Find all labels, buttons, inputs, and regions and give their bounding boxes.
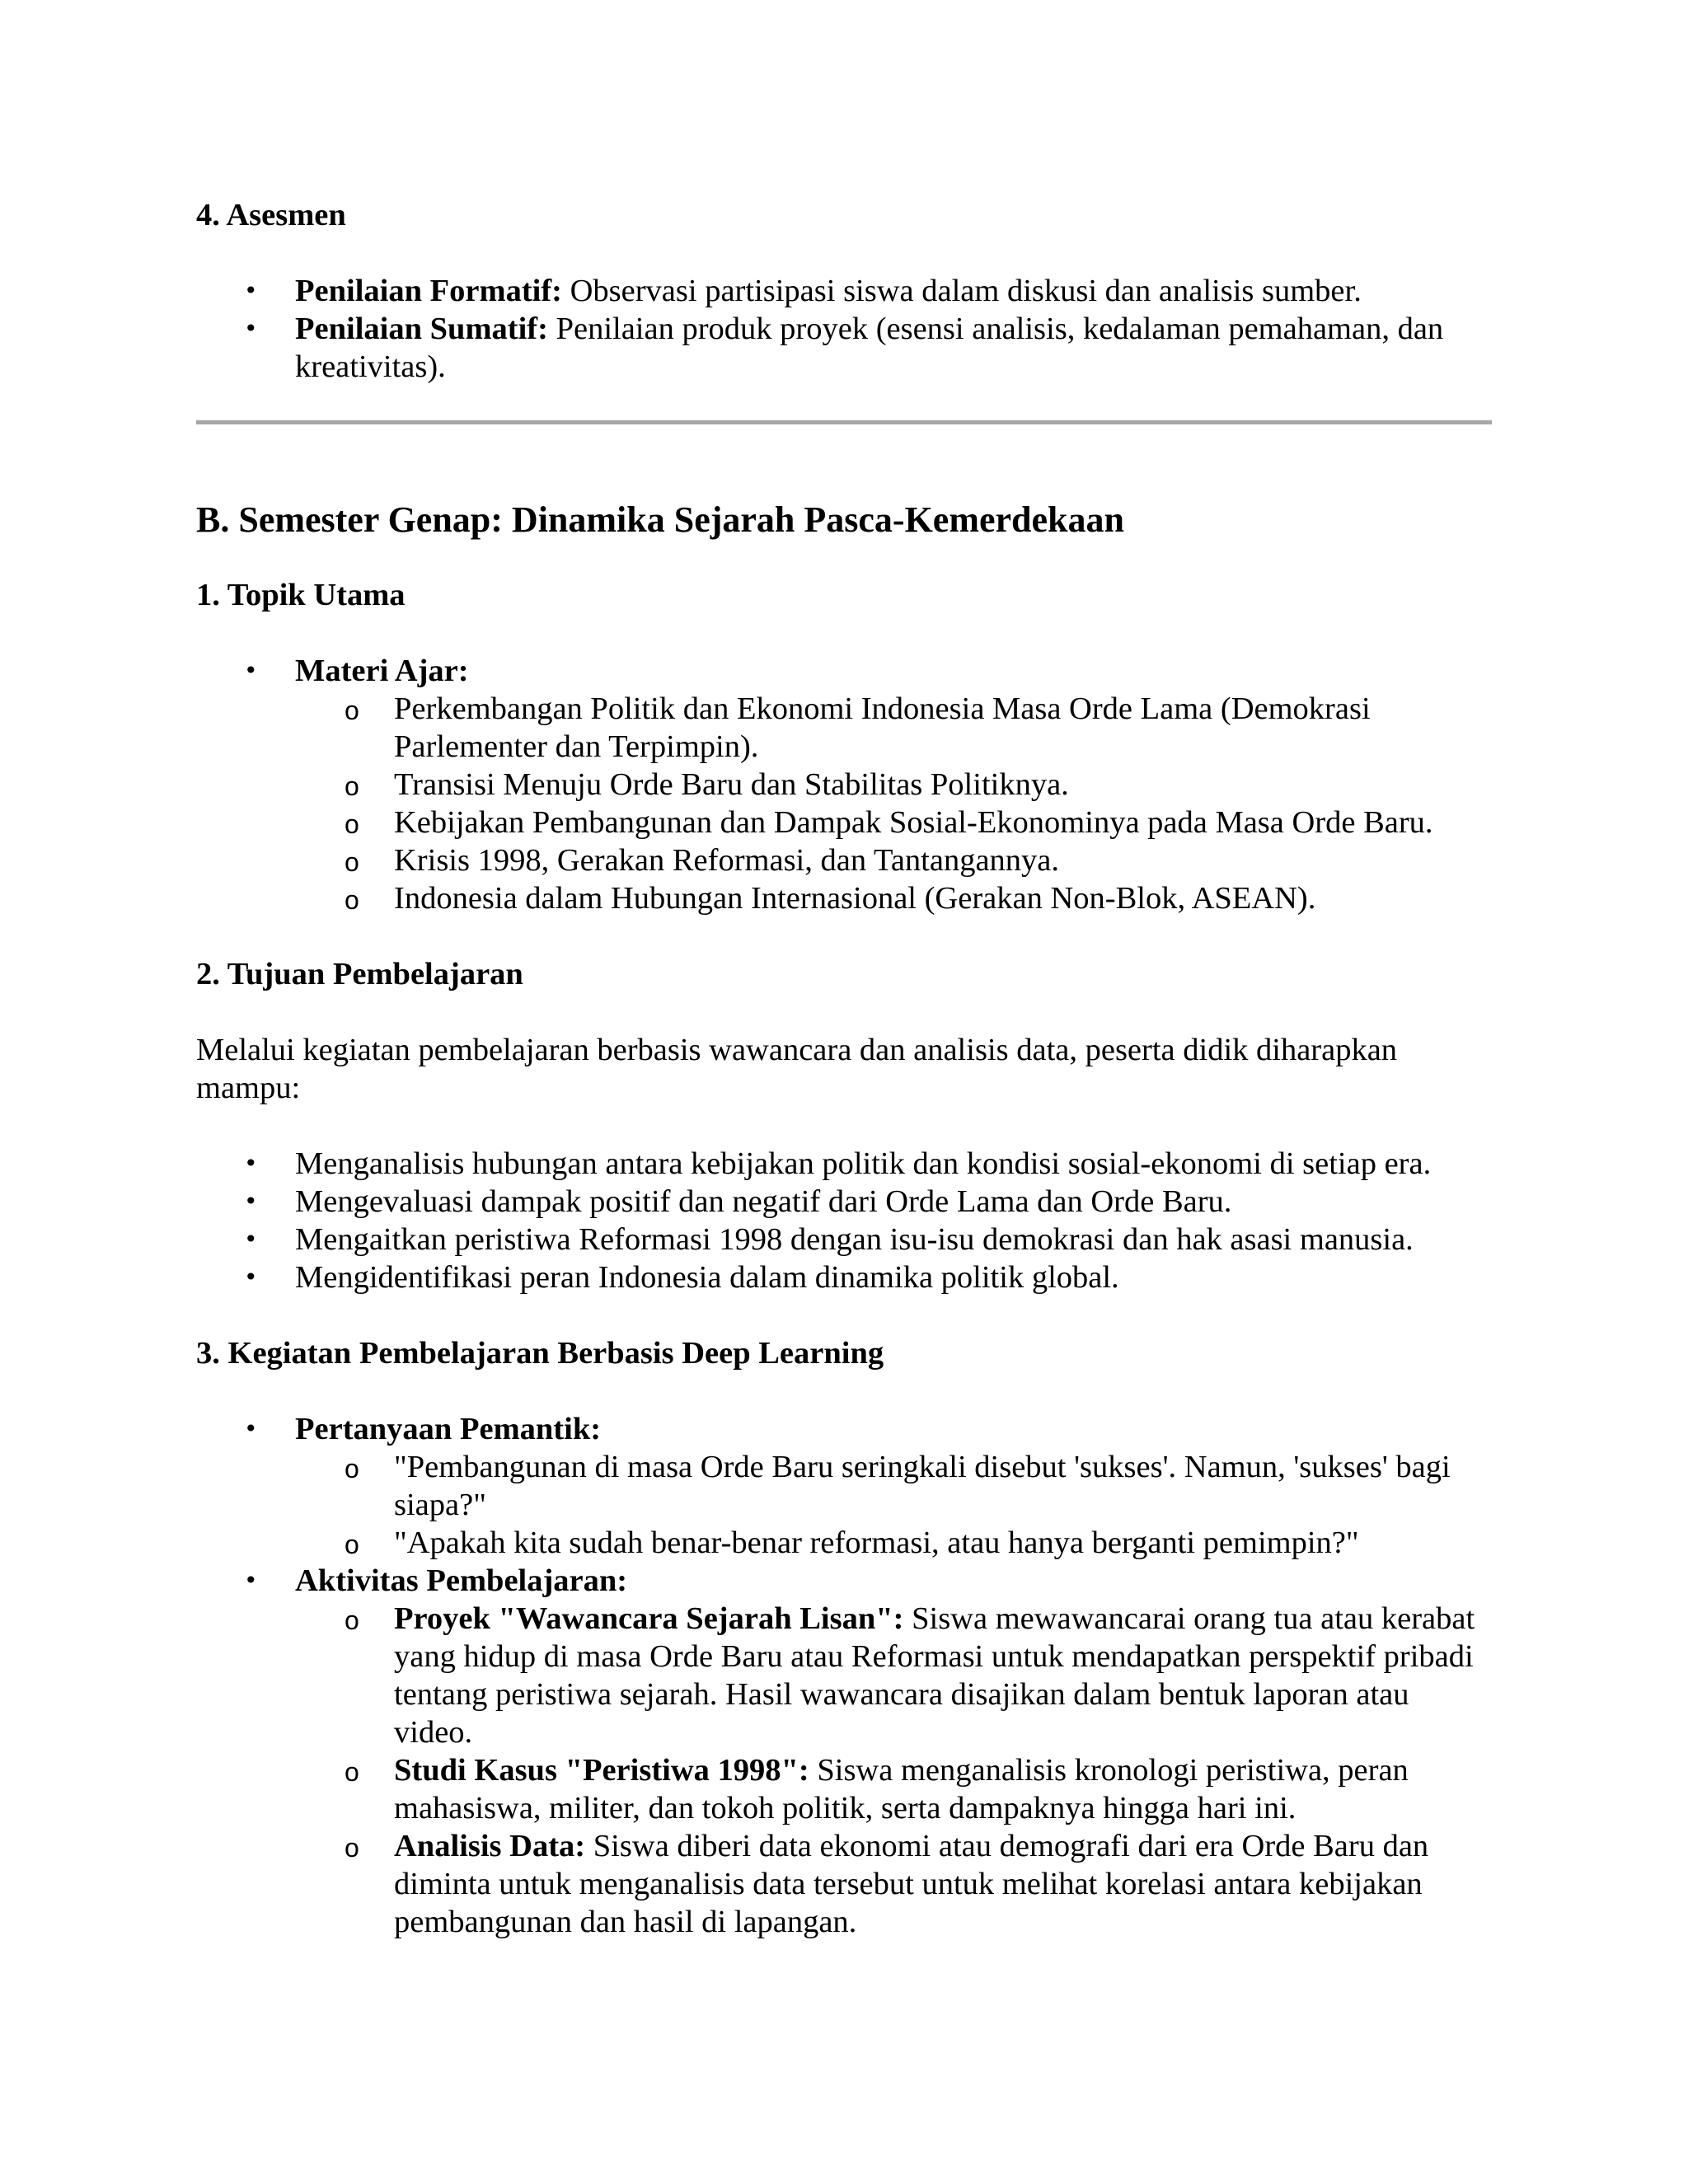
item-text: Observasi partisipasi siswa dalam diskusi dan analisis sumber.	[561, 274, 1362, 308]
list-item	[295, 1751, 1492, 1827]
bullet-icon: •	[244, 1226, 258, 1253]
tujuan-list	[196, 1145, 1492, 1296]
document-page	[196, 196, 1492, 1941]
bullet-icon: •	[244, 277, 258, 304]
sub-bullet-icon: o	[345, 1833, 359, 1863]
topik-list	[196, 652, 1492, 917]
list-item	[196, 652, 1492, 917]
asesmen-heading: 4. Asesmen	[196, 198, 346, 232]
item-text: Mengaitkan peristiwa Reformasi 1998 dengan isu-isu demokrasi dan hak asasi manusia.	[295, 1222, 1414, 1257]
item-label: Penilaian Formatif:	[295, 274, 562, 308]
bullet-icon: •	[244, 1567, 258, 1594]
sub-bullet-icon: o	[345, 1757, 359, 1787]
item-label: Proyek "Wawancara Sejarah Lisan":	[394, 1601, 904, 1636]
bullet-icon: •	[244, 1263, 258, 1291]
item-text: Transisi Menuju Orde Baru dan Stabilitas Politiknya.	[394, 767, 1069, 802]
sub-bullet-icon: o	[345, 885, 359, 915]
sub-bullet-icon: o	[345, 1454, 359, 1483]
tujuan-heading: 2. Tujuan Pembelajaran	[196, 957, 523, 991]
materi-sublist	[295, 690, 1492, 917]
item-label: Studi Kasus "Peristiwa 1998":	[394, 1753, 809, 1788]
list-item	[295, 879, 1492, 917]
sub-bullet-icon: o	[345, 696, 359, 725]
bullet-icon: •	[244, 657, 258, 684]
item-label: Aktivitas Pembelajaran:	[295, 1563, 628, 1598]
sub-bullet-icon: o	[345, 1530, 359, 1559]
kegiatan-list	[196, 1410, 1492, 1941]
list-item	[295, 841, 1492, 879]
item-text: Indonesia dalam Hubungan Internasional (Gerakan Non-Blok, ASEAN).	[394, 881, 1316, 916]
bullet-icon: •	[244, 1188, 258, 1215]
item-text: Mengidentifikasi peran Indonesia dalam dinamika politik global.	[295, 1260, 1119, 1295]
aktivitas-sublist	[295, 1600, 1492, 1941]
item-text: Menganalisis hubungan antara kebijakan politik dan kondisi sosial-ekonomi di setiap era.	[295, 1146, 1432, 1181]
list-item	[196, 1183, 1492, 1221]
bullet-icon: •	[244, 1415, 258, 1442]
list-item	[295, 804, 1492, 841]
kegiatan-heading: 3. Kegiatan Pembelajaran Berbasis Deep Learning	[196, 1336, 884, 1371]
sub-bullet-icon: o	[345, 1605, 359, 1635]
sub-bullet-icon: o	[345, 847, 359, 877]
item-text: Siswa mewawancarai orang tua atau kerabat yang hidup di masa Orde Baru atau Reformasi untuk mendapatkan perspektif pribadi tentang peristiwa sejarah. Hasil wawancara disajikan dalam bentuk laporan atau video.	[394, 1601, 1475, 1750]
item-text: Mengevaluasi dampak positif dan negatif dari Orde Lama dan Orde Baru.	[295, 1184, 1232, 1219]
section-title: B. Semester Genap: Dinamika Sejarah Pasca-Kemerdekaan	[196, 499, 1124, 540]
horizontal-divider	[196, 420, 1492, 424]
item-text: Krisis 1998, Gerakan Reformasi, dan Tantangannya.	[394, 843, 1060, 878]
list-item	[295, 766, 1492, 804]
item-label: Materi Ajar:	[295, 654, 469, 688]
list-item	[196, 1258, 1492, 1296]
asesmen-list	[196, 272, 1492, 386]
tujuan-intro: Melalui kegiatan pembelajaran berbasis wawancara dan analisis data, peserta didik diharapkan mampu:	[196, 1033, 1398, 1105]
list-item	[295, 1524, 1492, 1562]
item-text: Penilaian produk proyek (esensi analisis, kedalaman pemahaman, dan kreativitas).	[295, 312, 1444, 384]
list-item	[196, 272, 1492, 310]
sub-bullet-icon: o	[345, 771, 359, 801]
item-text: "Apakah kita sudah benar-benar reformasi, atau hanya berganti pemimpin?"	[394, 1526, 1359, 1560]
item-label: Penilaian Sumatif:	[295, 312, 548, 346]
list-item	[196, 1221, 1492, 1258]
topik-heading: 1. Topik Utama	[196, 578, 406, 612]
pertanyaan-sublist	[295, 1448, 1492, 1562]
item-text: Siswa diberi data ekonomi atau demografi dari era Orde Baru dan diminta untuk menganalisis data tersebut untuk melihat korelasi antara kebijakan pembangunan dan hasil di lapangan.	[394, 1829, 1429, 1939]
list-item	[196, 1410, 1492, 1562]
item-label: Analisis Data:	[394, 1829, 586, 1863]
list-item	[295, 1448, 1492, 1524]
bullet-icon: •	[244, 1150, 258, 1177]
sub-bullet-icon: o	[345, 809, 359, 839]
item-text: Kebijakan Pembangunan dan Dampak Sosial-Ekonominya pada Masa Orde Baru.	[394, 805, 1433, 840]
list-item	[295, 1827, 1492, 1941]
item-text: Perkembangan Politik dan Ekonomi Indonesia Masa Orde Lama (Demokrasi Parlementer dan Terpimpin).	[394, 691, 1371, 764]
list-item	[196, 310, 1492, 386]
list-item	[196, 1562, 1492, 1941]
item-text: Siswa menganalisis kronologi peristiwa, peran mahasiswa, militer, dan tokoh politik, serta dampaknya hingga hari ini.	[394, 1753, 1409, 1825]
list-item	[295, 690, 1492, 766]
bullet-icon: •	[244, 315, 258, 342]
list-item	[295, 1600, 1492, 1751]
item-label: Pertanyaan Pemantik:	[295, 1412, 602, 1446]
item-text: "Pembangunan di masa Orde Baru seringkali disebut 'sukses'. Namun, 'sukses' bagi siapa?"	[394, 1450, 1451, 1522]
list-item	[196, 1145, 1492, 1183]
